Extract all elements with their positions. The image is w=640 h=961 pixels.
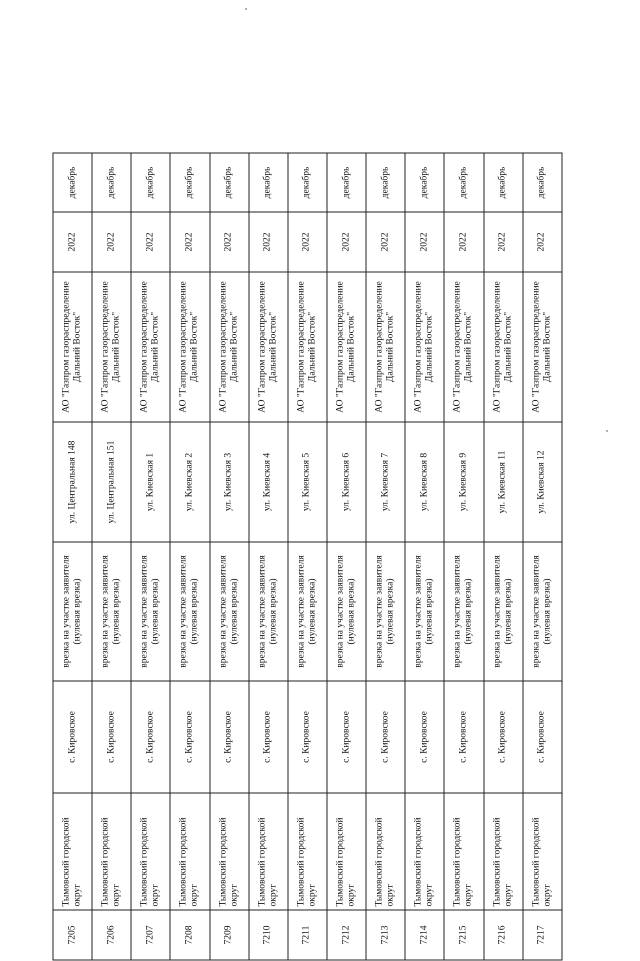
address-cell: ул. Киевская 9 bbox=[444, 422, 483, 542]
district-cell: Тымовский городской округ bbox=[170, 793, 209, 910]
table-row bbox=[131, 153, 170, 960]
year-cell: 2022 bbox=[53, 212, 92, 272]
year-cell: 2022 bbox=[170, 212, 209, 272]
address-cell: ул. Центральная 151 bbox=[92, 422, 131, 542]
year-cell: 2022 bbox=[249, 212, 288, 272]
village-cell: с. Кировское bbox=[53, 681, 92, 793]
organization-cell: АО "Газпром газораспределение Дальний Восток" bbox=[484, 272, 523, 422]
row-number: 7215 bbox=[444, 910, 483, 960]
table-body bbox=[53, 153, 562, 960]
year-cell: 2022 bbox=[210, 212, 249, 272]
month-cell: декабрь bbox=[484, 153, 523, 212]
year-cell: 2022 bbox=[523, 212, 562, 272]
table-row bbox=[92, 153, 131, 960]
connection-type-cell: врезка на участке заявителя (нулевая врезка) bbox=[366, 542, 405, 681]
village-cell: с. Кировское bbox=[327, 681, 366, 793]
village-cell: с. Кировское bbox=[288, 681, 327, 793]
district-cell: Тымовский городской округ bbox=[92, 793, 131, 910]
row-number: 7205 bbox=[53, 910, 92, 960]
connection-type-cell: врезка на участке заявителя (нулевая врезка) bbox=[523, 542, 562, 681]
year-cell: 2022 bbox=[405, 212, 444, 272]
connection-type-cell: врезка на участке заявителя (нулевая врезка) bbox=[444, 542, 483, 681]
district-cell: Тымовский городской округ bbox=[405, 793, 444, 910]
district-cell: Тымовский городской округ bbox=[210, 793, 249, 910]
table-row bbox=[444, 153, 483, 960]
table-row bbox=[288, 153, 327, 960]
district-cell: Тымовский городской округ bbox=[327, 793, 366, 910]
connection-type-cell: врезка на участке заявителя (нулевая врезка) bbox=[131, 542, 170, 681]
address-cell: ул. Киевская 1 bbox=[131, 422, 170, 542]
address-cell: ул. Киевская 2 bbox=[170, 422, 209, 542]
district-cell: Тымовский городской округ bbox=[366, 793, 405, 910]
district-cell: Тымовский городской округ bbox=[484, 793, 523, 910]
district-cell: Тымовский городской округ bbox=[444, 793, 483, 910]
year-cell: 2022 bbox=[131, 212, 170, 272]
connection-type-cell: врезка на участке заявителя (нулевая врезка) bbox=[288, 542, 327, 681]
district-cell: Тымовский городской округ bbox=[131, 793, 170, 910]
district-cell: Тымовский городской округ bbox=[288, 793, 327, 910]
row-number: 7208 bbox=[170, 910, 209, 960]
rotated-table-wrapper bbox=[53, 154, 563, 961]
connection-type-cell: врезка на участке заявителя (нулевая врезка) bbox=[249, 542, 288, 681]
month-cell: декабрь bbox=[249, 153, 288, 212]
organization-cell: АО "Газпром газораспределение Дальний Восток" bbox=[444, 272, 483, 422]
month-cell: декабрь bbox=[523, 153, 562, 212]
table-row bbox=[523, 153, 562, 960]
year-cell: 2022 bbox=[92, 212, 131, 272]
year-cell: 2022 bbox=[444, 212, 483, 272]
table-row bbox=[210, 153, 249, 960]
row-number: 7212 bbox=[327, 910, 366, 960]
organization-cell: АО "Газпром газораспределение Дальний Восток" bbox=[92, 272, 131, 422]
village-cell: с. Кировское bbox=[523, 681, 562, 793]
row-number: 7209 bbox=[210, 910, 249, 960]
table-row bbox=[170, 153, 209, 960]
month-cell: декабрь bbox=[210, 153, 249, 212]
table-row bbox=[484, 153, 523, 960]
table-row bbox=[327, 153, 366, 960]
village-cell: с. Кировское bbox=[131, 681, 170, 793]
connection-type-cell: врезка на участке заявителя (нулевая врезка) bbox=[53, 542, 92, 681]
village-cell: с. Кировское bbox=[170, 681, 209, 793]
organization-cell: АО "Газпром газораспределение Дальний Восток" bbox=[523, 272, 562, 422]
row-number: 7216 bbox=[484, 910, 523, 960]
organization-cell: АО "Газпром газораспределение Дальний Восток" bbox=[131, 272, 170, 422]
month-cell: декабрь bbox=[405, 153, 444, 212]
year-cell: 2022 bbox=[366, 212, 405, 272]
address-cell: ул. Киевская 11 bbox=[484, 422, 523, 542]
row-number: 7206 bbox=[92, 910, 131, 960]
address-cell: ул. Центральная 148 bbox=[53, 422, 92, 542]
row-number: 7217 bbox=[523, 910, 562, 960]
address-cell: ул. Киевская 5 bbox=[288, 422, 327, 542]
month-cell: декабрь bbox=[92, 153, 131, 212]
month-cell: декабрь bbox=[327, 153, 366, 212]
connection-type-cell: врезка на участке заявителя (нулевая врезка) bbox=[484, 542, 523, 681]
connection-type-cell: врезка на участке заявителя (нулевая врезка) bbox=[210, 542, 249, 681]
address-cell: ул. Киевская 8 bbox=[405, 422, 444, 542]
table-row bbox=[405, 153, 444, 960]
row-number: 7211 bbox=[288, 910, 327, 960]
address-cell: ул. Киевская 6 bbox=[327, 422, 366, 542]
month-cell: декабрь bbox=[131, 153, 170, 212]
village-cell: с. Кировское bbox=[210, 681, 249, 793]
village-cell: с. Кировское bbox=[249, 681, 288, 793]
month-cell: декабрь bbox=[170, 153, 209, 212]
month-cell: декабрь bbox=[288, 153, 327, 212]
village-cell: с. Кировское bbox=[366, 681, 405, 793]
address-cell: ул. Киевская 4 bbox=[249, 422, 288, 542]
address-cell: ул. Киевская 7 bbox=[366, 422, 405, 542]
organization-cell: АО "Газпром газораспределение Дальний Восток" bbox=[405, 272, 444, 422]
connection-type-cell: врезка на участке заявителя (нулевая врезка) bbox=[92, 542, 131, 681]
organization-cell: АО "Газпром газораспределение Дальний Восток" bbox=[53, 272, 92, 422]
row-number: 7214 bbox=[405, 910, 444, 960]
village-cell: с. Кировское bbox=[405, 681, 444, 793]
month-cell: декабрь bbox=[444, 153, 483, 212]
organization-cell: АО "Газпром газораспределение Дальний Восток" bbox=[288, 272, 327, 422]
row-number: 7207 bbox=[131, 910, 170, 960]
year-cell: 2022 bbox=[327, 212, 366, 272]
village-cell: с. Кировское bbox=[484, 681, 523, 793]
district-cell: Тымовский городской округ bbox=[249, 793, 288, 910]
address-cell: ул. Киевская 3 bbox=[210, 422, 249, 542]
district-cell: Тымовский городской округ bbox=[523, 793, 562, 910]
organization-cell: АО "Газпром газораспределение Дальний Восток" bbox=[210, 272, 249, 422]
village-cell: с. Кировское bbox=[92, 681, 131, 793]
year-cell: 2022 bbox=[288, 212, 327, 272]
year-cell: 2022 bbox=[484, 212, 523, 272]
scan-speck bbox=[606, 430, 608, 432]
district-cell: Тымовский городской округ bbox=[53, 793, 92, 910]
organization-cell: АО "Газпром газораспределение Дальний Восток" bbox=[249, 272, 288, 422]
organization-cell: АО "Газпром газораспределение Дальний Восток" bbox=[366, 272, 405, 422]
table-row bbox=[249, 153, 288, 960]
month-cell: декабрь bbox=[366, 153, 405, 212]
table-row bbox=[366, 153, 405, 960]
month-cell: декабрь bbox=[53, 153, 92, 212]
row-number: 7210 bbox=[249, 910, 288, 960]
gas-connection-table bbox=[53, 153, 563, 961]
village-cell: с. Кировское bbox=[444, 681, 483, 793]
table-row bbox=[53, 153, 92, 960]
organization-cell: АО "Газпром газораспределение Дальний Восток" bbox=[327, 272, 366, 422]
row-number: 7213 bbox=[366, 910, 405, 960]
connection-type-cell: врезка на участке заявителя (нулевая врезка) bbox=[170, 542, 209, 681]
organization-cell: АО "Газпром газораспределение Дальний Восток" bbox=[170, 272, 209, 422]
address-cell: ул. Киевская 12 bbox=[523, 422, 562, 542]
connection-type-cell: врезка на участке заявителя (нулевая врезка) bbox=[327, 542, 366, 681]
scan-speck bbox=[245, 8, 247, 10]
connection-type-cell: врезка на участке заявителя (нулевая врезка) bbox=[405, 542, 444, 681]
